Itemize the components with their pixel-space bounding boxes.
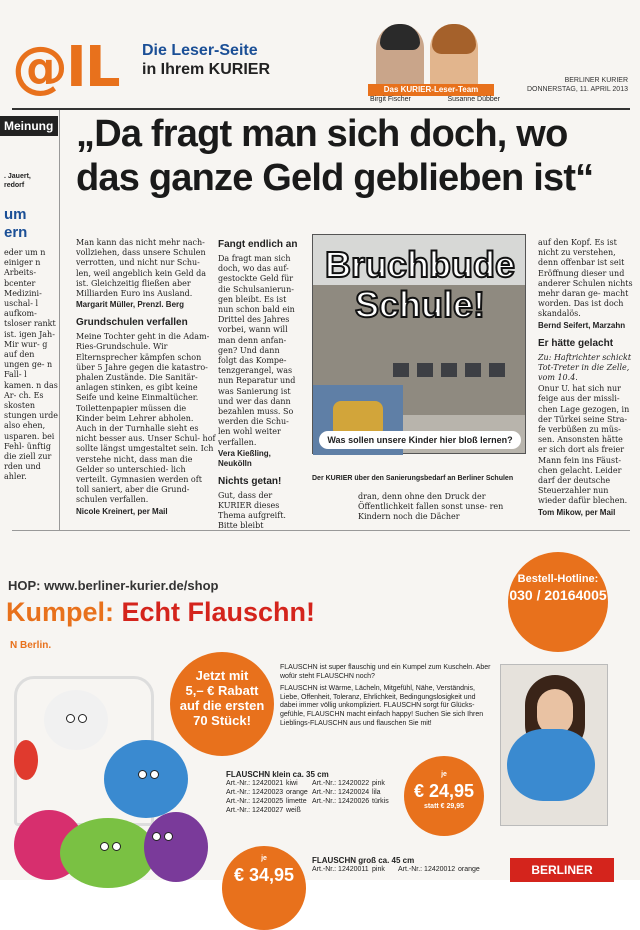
price-value: € 24,95 (413, 781, 475, 801)
plush-purple (144, 812, 208, 882)
team-name-1: Birgit Fischer (370, 96, 411, 103)
model-photo (500, 664, 608, 826)
photo-title (317, 245, 523, 325)
product-cell: orange (458, 866, 480, 873)
product-cell: weiß (286, 807, 301, 814)
letter-signature: Vera Kießling, Neukölln (218, 448, 271, 468)
publication-name: BERLINER KURIER (564, 77, 628, 84)
strip-byline-1: . Jauert, (4, 173, 31, 180)
price-prefix: je (261, 855, 267, 862)
product-cell (312, 806, 372, 815)
letter-reference: Zu: Haftrichter schickt Tot-Treter in die Zelle, vom 10.4. (538, 352, 632, 383)
product-cell: Art.-Nr.: 12420024 (312, 789, 370, 796)
product-row (312, 865, 512, 874)
product-row (226, 806, 416, 815)
plush-white (44, 690, 108, 750)
product-cell: orange (286, 789, 308, 796)
school-photo (312, 234, 526, 454)
product-row (226, 779, 416, 788)
shop-title-a: Kumpel: (6, 597, 122, 627)
product-small (226, 770, 416, 815)
price-badge-small (404, 756, 484, 836)
letter-text: Gut, dass der KURIER dieses Thema aufgreift. Bitte bleibt (218, 490, 286, 531)
divider (12, 530, 630, 531)
product-cell: Art.-Nr.: 12420011 (312, 866, 369, 873)
strip-byline (4, 172, 31, 190)
header-line-2: in Ihrem KURIER (142, 61, 271, 78)
product-cell: lila (372, 789, 381, 796)
photo-caption: Was sollen unsere Kinder hier bloß lernen? (319, 431, 521, 449)
page-headline: „Da fragt man sich doch, wo das ganze Geld geblieben ist“ (76, 113, 594, 199)
letter-text: Meine Tochter geht in die Adam-Ries-Grundschule. Wir Elternsprecher kämpfen schon über 5 Jahre gegen die katastro- phalen Zustände. Die Sanitär- anlagen stinken, es gibt keine Seife und keine Einmaltücher. Toilettenpapier müssen die Kinder beim Lehrer abholen. Auch in der Turnhalle sieht es nicht besser aus. Unser Schul- hof sollte längst umgestaltet sein. Ich verstehe nicht, dass man die Gelder so unterschied- lich verteilt. Gymnasien werden oft toll saniert, aber die Grund- schulen verfallen. (76, 332, 216, 505)
product-cell: limette (286, 798, 307, 805)
product-cell: Art.-Nr.: 12420026 (312, 798, 370, 805)
hotline-number[interactable]: 030 / 20164005 (509, 587, 607, 603)
strip-body: eder um n einiger n Arbeits- bcenter Medizini- uschal- l aufkom- tsloser rankt ist. igen Jah- Mir wur- g auf den ungen ge- n Fall- l kamen. n das Ar- ch. Es skosten stungen urde also ehen, usparen. bei Fehl- ünftig die ziell zur rden und ahler. (4, 248, 59, 482)
letter-signature: Bernd Seifert, Marzahn (538, 320, 626, 330)
shop-title-b: Echt Flauschn! (121, 597, 316, 627)
product-large (312, 856, 512, 874)
plush-green (60, 818, 156, 888)
shop-url[interactable]: HOP: www.berliner-kurier.de/shop (8, 578, 219, 593)
price-prefix: je (441, 771, 447, 778)
divider (12, 108, 630, 110)
letter-signature: Nicole Kreinert, per Mail (76, 506, 168, 516)
product-cell: türkis (372, 798, 389, 805)
price-badge-large (222, 846, 306, 930)
photo-credit: Der KURIER über den Sanierungsbedarf an Berliner Schulen (312, 475, 514, 482)
letter-text: Onur U. hat sich nur feige aus der missli- chen Lage gezogen, in der Türkei seine Stra- fe verbüßen zu müs- sen. Ansonsten hätte er sich dort als freier Mann fein ins Fäust- chen gelacht. Leider darf der deutsche Steuerzahler nun wieder dafür blechen. (538, 384, 630, 506)
brand-logo: BERLINER KURIER (510, 858, 614, 882)
letters-column-3: dran, denn ohne den Druck der Öffentlichkeit fallen sonst unse- ren Kindern noch die Dächer (358, 492, 504, 522)
product-cell: Art.-Nr.: 12420021 (226, 780, 284, 787)
product-rows (226, 779, 416, 815)
product-cell: Art.-Nr.: 12420025 (226, 798, 284, 805)
letters-column-2 (218, 238, 300, 533)
product-title: FLAUSCHN klein ca. 35 cm (226, 770, 329, 779)
product-row (226, 797, 416, 806)
shop-city: N Berlin. (10, 640, 52, 651)
strip-heading (4, 206, 27, 242)
letter-text: Man kann das nicht mehr nach- vollziehen, dass unsere Schulen verrotten, und nicht nur Schu- len, weil angeblich kein Geld da ist. Gleichzeitig fließen aber Milliarden Euro ins Ausland. (76, 238, 207, 299)
team-label: Das KURIER-Leser-Team (368, 84, 494, 96)
letters-column-4 (538, 238, 634, 518)
team-names (370, 96, 500, 103)
product-row (226, 788, 416, 797)
at-il-logo: @IL (12, 35, 119, 100)
product-title: FLAUSCHN groß ca. 45 cm (312, 856, 415, 865)
letter-heading: Nichts getan! (218, 475, 282, 487)
meinung-tab: Meinung (0, 116, 58, 136)
publication-date: DONNERSTAG, 11. APRIL 2013 (526, 86, 628, 93)
hotline-label: Bestell-Hotline: (517, 573, 599, 585)
hotline-badge (508, 552, 608, 652)
letter-text: auf den Kopf. Es ist nicht zu verstehen, denn offenbar ist seit Eröffnung dieser und anderer Schulen nichts mehr daran ge- macht worden. Das ist doch skandalös. (538, 238, 633, 319)
header-line-1: Die Leser-Seite (142, 42, 258, 59)
price-old: statt € 29,95 (423, 803, 465, 810)
letter-signature: Tom Mikow, per Mail (538, 507, 616, 517)
strip-heading-1: um (4, 206, 27, 223)
letter-signature: Margarit Müller, Prenzl. Berg (76, 300, 185, 310)
product-cell: kiwi (286, 780, 298, 787)
photo-title-line-1: Bruchbude (324, 244, 515, 285)
promo-paragraph: FLAUSCHN ist super flauschig und ein Kumpel zum Kuscheln. Aber wofür steht FLAUSCHN noch? (280, 664, 491, 680)
letter-heading: Fangt endlich an (218, 239, 298, 250)
photo-title-line-2: Schule! (354, 284, 486, 325)
discount-line: Jetzt mit (195, 668, 249, 683)
product-cell: pink (372, 866, 385, 873)
product-rows (312, 865, 512, 874)
discount-line: auf die ersten (179, 698, 265, 713)
discount-badge (170, 652, 274, 756)
product-cell: Art.-Nr.: 12420023 (226, 789, 284, 796)
discount-line: 5,– € Rabatt (185, 683, 259, 698)
plush-red (14, 740, 38, 780)
price-value: € 34,95 (233, 865, 295, 885)
promo-paragraph: FLAUSCHN ist Wärme, Lächeln, Mitgefühl, Nähe, Verständnis, Liebe, Offenheit, Toleranz, Ehrlichkeit, Bedingungslosigkeit und dabei immer völlig unkompliziert. FLAUSCHN sorgt für Glücks- gefühle, FLAUSCHN macht einfach happy! Suchen Sie sich Ihren Lieblings-FLAUSCHN aus und flauschen Sie mit! (280, 685, 484, 727)
product-cell: pink (372, 780, 385, 787)
strip-byline-2: redorf (4, 182, 25, 189)
publication-info (527, 76, 628, 94)
team-name-2: Susanne Dübber (447, 96, 500, 103)
plush-blue (104, 740, 188, 818)
product-cell: Art.-Nr.: 12420027 (226, 807, 284, 814)
shop-title (6, 594, 315, 630)
reader-team (368, 18, 494, 108)
discount-line: 70 Stück! (193, 713, 251, 728)
letter-text: Da fragt man sich doch, wo das auf- gestockte Geld für die Schulsanierun- gen bleibt. Es ist nun schon bald ein Drittel des Jahres vorbei, wann will man denn anfan- gen? Und dann folgt das Kompe- tenzgerangel, was nun Reparatur und was Sanierung ist und wer das dann bezahlen muss. So werden die Schu- len wohl weiter verfallen. (218, 254, 296, 447)
letter-heading: Grundschulen verfallen (76, 317, 188, 329)
letter-heading: Er hätte gelacht (538, 337, 614, 349)
product-cell (372, 806, 398, 815)
product-cell: Art.-Nr.: 12420022 (312, 780, 370, 787)
promo-text (280, 664, 492, 732)
strip-heading-2: ern (4, 224, 28, 241)
letters-column-1 (76, 238, 216, 517)
section-header (142, 42, 270, 80)
product-cell: Art.-Nr.: 12420012 (398, 866, 456, 873)
